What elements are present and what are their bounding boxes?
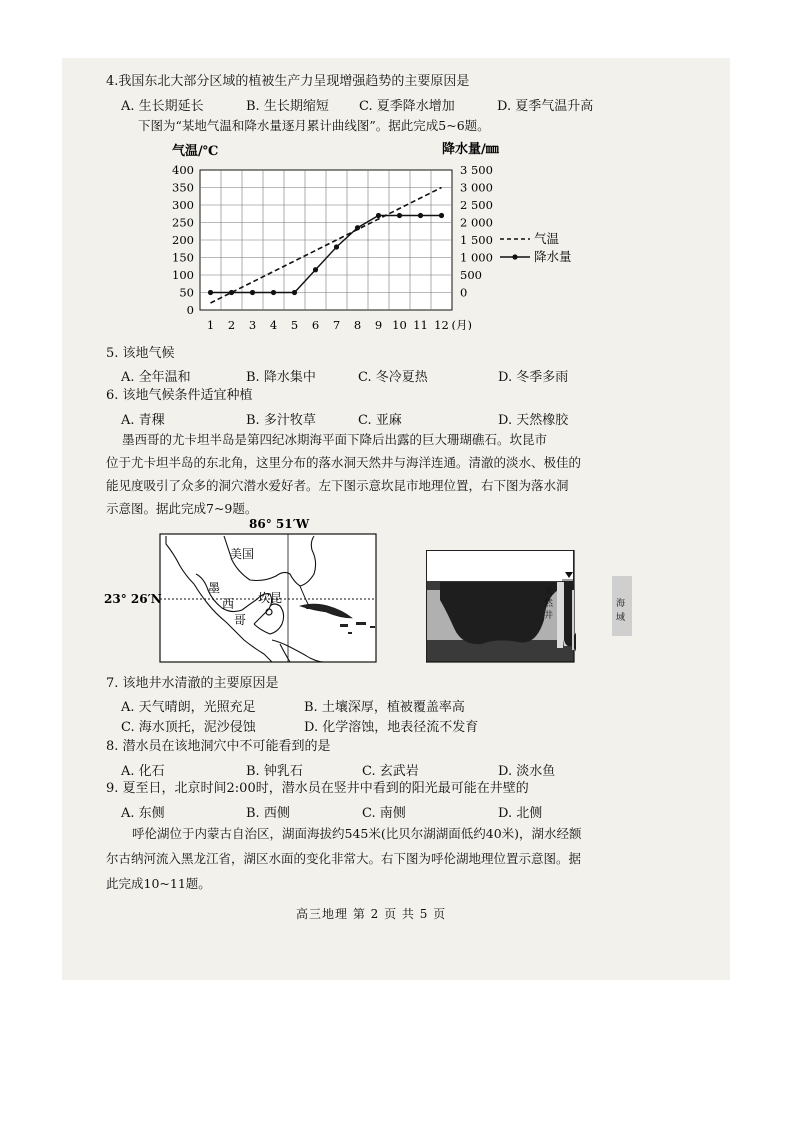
longitude-label: 86° 51′W: [249, 517, 310, 531]
q9-option-b: B. 西侧: [246, 806, 290, 821]
q7-option-b: B. 土壤深厚，植被覆盖率高: [304, 700, 465, 715]
sea-label-1: 海: [616, 599, 626, 609]
q5-stem: 5. 该地气候: [106, 346, 175, 361]
passage-7-9-line3: 能见度吸引了众多的洞穴潜水爱好者。左下图示意坎昆市地理位置，右下图为落水洞: [106, 478, 569, 493]
left-tick-label: 0: [186, 303, 194, 317]
legend-precipitation-label: 降水量: [534, 249, 572, 264]
q7-stem: 7. 该地井水清澈的主要原因是: [106, 676, 279, 691]
left-tick-label: 50: [179, 285, 194, 300]
left-tick-label: 300: [172, 198, 194, 212]
q6-option-a: A. 青稞: [121, 413, 165, 428]
climate-chart: [160, 138, 580, 330]
left-tick-label: 250: [172, 215, 194, 230]
right-tick-label: 2 000: [460, 215, 493, 230]
q8-stem: 8. 潜水员在该地洞穴中不可能看到的是: [106, 739, 331, 754]
chart-legend: [500, 231, 572, 264]
legend-temperature-label: 气温: [534, 231, 560, 246]
sea-area: [572, 590, 574, 650]
sinkhole-labels: [426, 550, 576, 663]
x-tick-label: 7: [332, 318, 341, 330]
q8-option-d: D. 淡水鱼: [498, 764, 556, 779]
q4-option-c: C. 夏季降水增加: [359, 99, 455, 114]
q7-option-a: A. 天气晴朗，光照充足: [121, 700, 256, 715]
q5-option-d: D. 冬季多雨: [498, 370, 569, 385]
mexico-char-1: 墨: [208, 581, 221, 595]
sea-level-triangle: [565, 572, 573, 578]
x-tick-label: 5: [290, 318, 299, 330]
q4-option-b: B. 生长期缩短: [246, 99, 329, 114]
chart-grid: [200, 170, 452, 310]
right-tick-label: 3 500: [460, 163, 493, 177]
well-label-1: 天: [544, 587, 554, 597]
q6-stem: 6. 该地气候条件适宜种植: [106, 388, 253, 403]
q8-option-b: B. 钟乳石: [246, 764, 303, 779]
left-tick-label: 400: [172, 163, 194, 177]
q9-option-d: D. 北侧: [498, 806, 543, 821]
precipitation-point: [292, 290, 297, 295]
right-tick-label: 500: [460, 268, 482, 282]
passage-10-11-line3: 此完成10~11题。: [106, 876, 211, 891]
precipitation-point: [250, 290, 255, 295]
right-tick-label: 1 500: [460, 233, 493, 247]
right-tick-label: 2 500: [460, 198, 493, 212]
q8-option-a: A. 化石: [121, 764, 165, 779]
cancun-location-map: [104, 514, 379, 664]
right-tick-label: 0: [460, 285, 468, 300]
passage-10-11-line2: 尔古纳河流入黑龙江省，湖区水面的变化非常大。右下图为呼伦湖地理位置示意图。据: [106, 851, 582, 866]
precipitation-point: [334, 244, 339, 249]
mexico-char-3: 哥: [234, 613, 247, 627]
page-footer: 高三地理 第 2 页 共 5 页: [296, 907, 447, 921]
precipitation-point: [229, 290, 234, 295]
x-tick-label: 10: [392, 318, 407, 330]
left-tick-label: 100: [172, 268, 194, 282]
q6-option-b: B. 多汁牧草: [246, 413, 316, 428]
precipitation-point: [208, 290, 213, 295]
precipitation-point: [397, 213, 402, 218]
well-label-3: 井: [544, 611, 554, 621]
cancun-label: 坎昆: [258, 591, 283, 605]
q5-option-a: A. 全年温和: [121, 370, 191, 385]
precipitation-point: [439, 213, 444, 218]
right-axis-label: 降水量/㎜: [442, 142, 499, 157]
legend-precipitation-dot: [512, 254, 517, 259]
sea-label-2: 域: [616, 613, 626, 623]
passage-7-9-line1: 墨西哥的尤卡坦半岛是第四纪冰期海平面下降后出露的巨大珊瑚礁石。坎昆市: [122, 432, 548, 447]
q7-option-d: D. 化学溶蚀，地表径流不发育: [304, 720, 479, 735]
right-tick-label: 3 000: [460, 180, 493, 195]
latitude-label: 23° 26′N: [104, 592, 162, 606]
q9-option-c: C. 南侧: [362, 806, 406, 821]
well-label-2: 然: [544, 599, 554, 609]
sea-label-box: [612, 576, 638, 636]
left-tick-label: 350: [172, 180, 194, 195]
precipitation-point: [376, 213, 381, 218]
right-tick-label: 1 000: [460, 250, 493, 265]
sinkhole-shaft: [557, 582, 563, 648]
x-tick-label: 2: [227, 318, 236, 330]
intro-5-6: 下图为“某地气温和降水量逐月累计曲线图”。据此完成5~6题。: [138, 118, 490, 133]
x-tick-label: 6: [311, 318, 320, 330]
q4-option-d: D. 夏季气温升高: [497, 99, 594, 114]
q4-option-a: A. 生长期延长: [121, 99, 204, 114]
precipitation-point: [313, 267, 318, 272]
passage-10-11-line1: 呼伦湖位于内蒙古自治区，湖面海拔约545米(比贝尔湖湖面低约40米)，湖水经额: [132, 826, 582, 841]
x-tick-label: 9: [374, 318, 383, 330]
q9-option-a: A. 东侧: [121, 806, 165, 821]
q7-option-c: C. 海水顶托，泥沙侵蚀: [121, 720, 256, 735]
q4-stem: 4.我国东北大部分区域的植被生产力呈现增强趋势的主要原因是: [106, 74, 470, 89]
q5-option-c: C. 冬冷夏热: [358, 370, 428, 385]
left-tick-label: 150: [172, 250, 194, 265]
q9-stem: 9. 夏至日，北京时间2:00时，潜水员在竖井中看到的阳光最可能在井壁的: [106, 781, 529, 796]
precipitation-point: [418, 213, 423, 218]
x-tick-label: 8: [353, 318, 362, 330]
precipitation-point: [355, 225, 360, 230]
left-tick-label: 200: [172, 233, 194, 247]
mexico-char-2: 西: [222, 597, 235, 611]
x-tick-label: 4: [269, 318, 278, 330]
q6-option-c: C. 亚麻: [358, 413, 402, 428]
x-tick-label: 11: [413, 318, 428, 330]
x-tick-label: 1: [206, 318, 215, 330]
left-axis-label: 气温/℃: [172, 144, 219, 159]
precipitation-point: [271, 290, 276, 295]
passage-7-9-line2: 位于尤卡坦半岛的东北角，这里分布的落水洞天然井与海洋连通。清澈的淡水、极佳的: [106, 455, 582, 470]
passage-7-9-line4: 示意图。据此完成7~9题。: [106, 501, 258, 516]
q8-option-c: C. 玄武岩: [362, 764, 419, 779]
usa-label: 美国: [230, 547, 255, 561]
x-unit-label: (月): [451, 318, 472, 330]
q5-option-b: B. 降水集中: [246, 370, 316, 385]
x-tick-label: 3: [248, 318, 257, 330]
x-tick-label: 12: [434, 318, 449, 330]
q6-option-d: D. 天然橡胶: [498, 413, 569, 428]
